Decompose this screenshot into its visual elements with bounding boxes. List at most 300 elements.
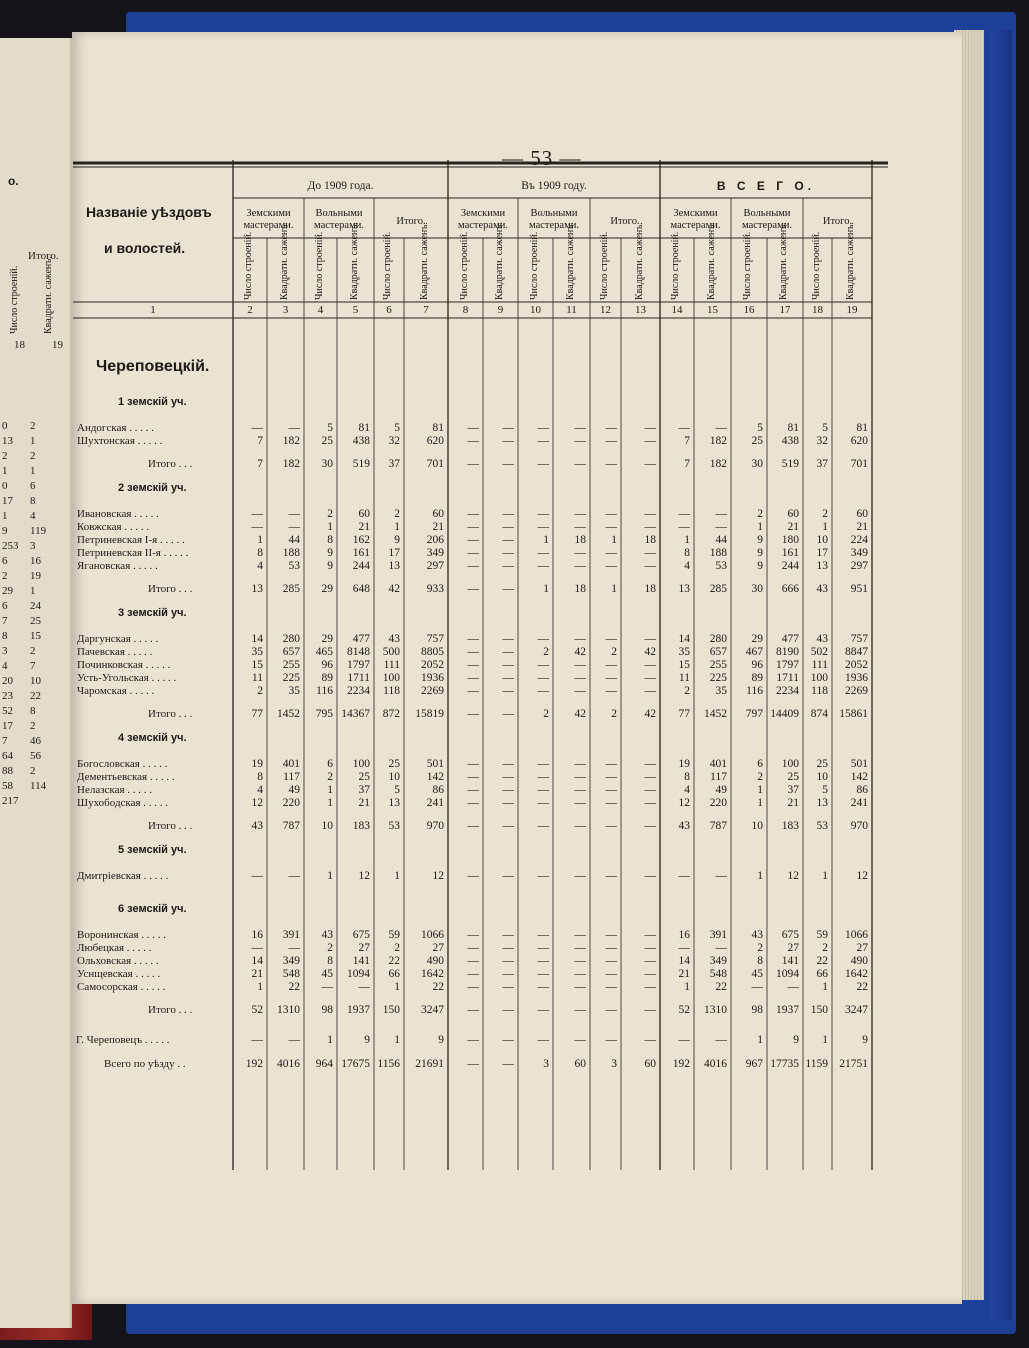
- data-row-cell: 1094: [347, 968, 370, 980]
- total-row-cell: —: [467, 708, 479, 720]
- total-row-cell: 1: [611, 583, 617, 595]
- total-row-cell: 951: [850, 583, 868, 595]
- data-row-cell: 22: [856, 981, 868, 993]
- total-row-cell: 29: [321, 583, 333, 595]
- total-row-cell: 14367: [341, 708, 370, 720]
- data-row-cell: —: [678, 521, 690, 533]
- data-row-cell: 1066: [421, 929, 444, 941]
- name-column-header: и волостей.: [104, 240, 186, 256]
- left-page-number: 29: [2, 585, 13, 597]
- data-row-cell: —: [502, 646, 514, 658]
- total-row-cell: 519: [781, 458, 799, 470]
- city-row-cell: —: [574, 1034, 586, 1046]
- total-row-cell: 18: [644, 583, 656, 595]
- data-row-cell: 118: [383, 685, 400, 697]
- total-row-cell: —: [467, 1004, 479, 1016]
- data-row-cell: —: [321, 981, 333, 993]
- data-row-cell: —: [467, 968, 479, 980]
- group-header: В С Е Г О.: [716, 179, 816, 193]
- data-row-cell: 401: [709, 758, 727, 770]
- data-row-cell: —: [605, 870, 617, 882]
- data-row-cell: 14: [251, 633, 263, 645]
- data-row-cell: 22: [432, 981, 444, 993]
- section-title: 3 земскій уч.: [118, 607, 187, 619]
- volost-name: Чаромская . . . . .: [77, 685, 155, 697]
- total-row-cell: 1310: [277, 1004, 300, 1016]
- data-row-cell: 180: [781, 534, 799, 546]
- data-row-cell: 2: [327, 771, 333, 783]
- data-row-cell: —: [574, 633, 586, 645]
- data-row-cell: 8: [257, 771, 263, 783]
- total-row-cell: 795: [315, 708, 333, 720]
- left-page-number: 7: [2, 735, 8, 747]
- data-row-cell: —: [502, 870, 514, 882]
- data-row-cell: —: [467, 534, 479, 546]
- total-row-cell: 14409: [770, 708, 799, 720]
- data-row-cell: 1642: [845, 968, 868, 980]
- data-row-cell: 86: [432, 784, 444, 796]
- volost-name: Дмитріевская . . . . .: [77, 870, 169, 882]
- left-page-number: 6: [2, 555, 8, 567]
- column-leaf-header: Квадрати. саженъ.: [633, 222, 645, 300]
- data-row-cell: 349: [426, 547, 444, 559]
- data-row-cell: —: [502, 547, 514, 559]
- data-row-cell: —: [644, 435, 656, 447]
- data-row-cell: —: [605, 508, 617, 520]
- data-row-cell: 675: [352, 929, 370, 941]
- data-row-cell: —: [644, 508, 656, 520]
- grand-total-row-cell: 1159: [805, 1058, 828, 1070]
- total-row-cell: —: [574, 820, 586, 832]
- left-page-number: 58: [2, 780, 13, 792]
- left-page-number: 2: [30, 645, 36, 657]
- total-row-cell: 182: [282, 458, 300, 470]
- data-row-cell: 100: [781, 758, 799, 770]
- data-row-cell: 391: [709, 929, 727, 941]
- data-row-cell: —: [644, 942, 656, 954]
- total-row-cell: —: [467, 458, 479, 470]
- data-row-cell: 1: [822, 521, 828, 533]
- data-row-cell: 391: [282, 929, 300, 941]
- data-row-cell: 22: [388, 955, 400, 967]
- left-page-number: 6: [2, 600, 8, 612]
- data-row-cell: 21: [856, 521, 868, 533]
- data-row-cell: 675: [781, 929, 799, 941]
- city-row-cell: —: [502, 1034, 514, 1046]
- grand-total-row-cell: 17735: [770, 1058, 799, 1070]
- data-row-cell: 8: [684, 771, 690, 783]
- column-number: 8: [462, 304, 469, 316]
- data-row-cell: —: [644, 422, 656, 434]
- data-row-cell: 9: [757, 547, 763, 559]
- data-row-cell: —: [502, 659, 514, 671]
- grand-total-row-cell: 192: [245, 1058, 263, 1070]
- data-row-cell: 29: [321, 633, 333, 645]
- volost-name: Дементьевская . . . . .: [77, 771, 175, 783]
- data-row-cell: 8: [327, 534, 333, 546]
- data-row-cell: 280: [709, 633, 727, 645]
- volost-name: Ивановская . . . . .: [77, 508, 159, 520]
- data-row-cell: —: [251, 942, 263, 954]
- column-number: 11: [566, 304, 577, 316]
- data-row-cell: 8: [327, 955, 333, 967]
- data-row-cell: 1: [394, 521, 400, 533]
- data-row-cell: 49: [288, 784, 300, 796]
- data-row-cell: 96: [751, 659, 763, 671]
- data-row-cell: —: [574, 521, 586, 533]
- data-row-cell: 35: [251, 646, 263, 658]
- left-page-number: 23: [2, 690, 13, 702]
- data-row-cell: —: [502, 685, 514, 697]
- data-row-cell: 53: [715, 560, 727, 572]
- data-row-cell: 490: [426, 955, 444, 967]
- total-row-cell: 15819: [415, 708, 444, 720]
- data-row-cell: —: [537, 560, 549, 572]
- data-row-cell: —: [537, 968, 549, 980]
- grand-total-row-cell: 60: [574, 1058, 586, 1070]
- data-row-cell: 349: [850, 547, 868, 559]
- column-leaf-header: Квадрати. саженъ.: [564, 222, 576, 300]
- data-row-cell: 9: [327, 547, 333, 559]
- column-number: 2: [247, 304, 253, 316]
- data-row-cell: 66: [388, 968, 400, 980]
- left-page-number: 119: [30, 525, 47, 537]
- data-row-cell: 8: [757, 955, 763, 967]
- total-row-cell: —: [605, 820, 617, 832]
- total-row-cell: 77: [251, 708, 263, 720]
- data-row-cell: 1094: [776, 968, 799, 980]
- data-row-cell: 1: [611, 534, 617, 546]
- data-row-cell: —: [605, 659, 617, 671]
- data-row-cell: 1936: [845, 672, 868, 684]
- total-row-cell: 1310: [704, 1004, 727, 1016]
- data-row-cell: —: [537, 955, 549, 967]
- city-row-cell: 9: [862, 1034, 868, 1046]
- subgroup-header: мастерами.: [742, 220, 792, 231]
- data-row-cell: 142: [850, 771, 868, 783]
- total-label: Итого . . .: [148, 1004, 193, 1016]
- column-number: 3: [282, 304, 289, 316]
- data-row-cell: —: [467, 784, 479, 796]
- volost-name: Любецкая . . . . .: [77, 942, 152, 954]
- data-row-cell: 18: [574, 534, 586, 546]
- data-row-cell: —: [537, 508, 549, 520]
- data-row-cell: 16: [678, 929, 690, 941]
- data-row-cell: 2: [543, 646, 549, 658]
- total-row-cell: 7: [257, 458, 263, 470]
- data-row-cell: —: [288, 870, 300, 882]
- data-row-cell: 45: [751, 968, 763, 980]
- data-row-cell: —: [251, 521, 263, 533]
- left-page-number: 56: [30, 750, 41, 762]
- grand-total-label: Всего по уѣзду . .: [104, 1058, 186, 1070]
- data-row-cell: 8805: [421, 646, 444, 658]
- data-row-cell: —: [574, 422, 586, 434]
- data-row-cell: 8190: [776, 646, 799, 658]
- subgroup-header: Вольными: [315, 208, 363, 219]
- column-number: 4: [317, 304, 324, 316]
- data-row-cell: 1: [327, 797, 333, 809]
- total-row-cell: 42: [644, 708, 656, 720]
- data-row-cell: 13: [388, 560, 400, 572]
- left-page-number: 3: [2, 645, 8, 657]
- volost-name: Шухтонская . . . . .: [77, 435, 163, 447]
- data-row-cell: —: [605, 929, 617, 941]
- volost-name: Пачевская . . . . .: [77, 646, 153, 658]
- data-row-cell: —: [288, 942, 300, 954]
- uezd-title: Череповецкій.: [96, 358, 210, 375]
- left-page-number: 2: [30, 420, 36, 432]
- data-row-cell: 1711: [776, 672, 799, 684]
- data-row-cell: —: [502, 981, 514, 993]
- group-header: Въ 1909 году.: [521, 180, 587, 192]
- total-row-cell: 10: [321, 820, 333, 832]
- total-row-cell: 77: [678, 708, 690, 720]
- volost-name: Богословская . . . . .: [77, 758, 168, 770]
- data-row-cell: 2052: [845, 659, 868, 671]
- data-row-cell: —: [574, 797, 586, 809]
- volost-name: Усть-Угольская . . . . .: [77, 672, 177, 684]
- data-row-cell: 27: [856, 942, 868, 954]
- data-row-cell: 53: [288, 560, 300, 572]
- data-row-cell: 21: [787, 797, 799, 809]
- data-row-cell: —: [605, 685, 617, 697]
- data-row-cell: 2: [684, 685, 690, 697]
- data-row-cell: —: [574, 942, 586, 954]
- data-row-cell: —: [574, 981, 586, 993]
- total-row-cell: —: [502, 583, 514, 595]
- data-row-cell: 241: [850, 797, 868, 809]
- left-page-number: 2: [30, 765, 36, 777]
- data-row-cell: 2052: [421, 659, 444, 671]
- total-row-cell: 1452: [277, 708, 300, 720]
- data-row-cell: 757: [850, 633, 868, 645]
- data-row-cell: 401: [282, 758, 300, 770]
- volost-name: Даргунская . . . . .: [77, 633, 159, 645]
- data-row-cell: 100: [382, 672, 400, 684]
- data-row-cell: 6: [327, 758, 333, 770]
- total-row-cell: 37: [816, 458, 828, 470]
- column-number: 16: [743, 304, 755, 316]
- column-leaf-header: Число строеній.: [243, 231, 254, 300]
- data-row-cell: —: [502, 633, 514, 645]
- data-row-cell: 477: [352, 633, 370, 645]
- total-row-cell: —: [644, 1004, 656, 1016]
- volost-name: Андогская . . . . .: [77, 422, 154, 434]
- data-row-cell: 60: [787, 508, 799, 520]
- data-row-cell: —: [502, 784, 514, 796]
- data-row-cell: 32: [816, 435, 828, 447]
- data-row-cell: —: [644, 547, 656, 559]
- volost-name: Починковская . . . . .: [77, 659, 171, 671]
- data-row-cell: 2: [394, 942, 400, 954]
- city-row-cell: —: [251, 1034, 263, 1046]
- data-row-cell: 14: [678, 955, 690, 967]
- column-number: 18: [812, 304, 823, 316]
- left-page-number: 16: [30, 555, 41, 567]
- data-row-cell: 2269: [421, 685, 444, 697]
- data-row-cell: 7: [257, 435, 263, 447]
- data-row-cell: —: [644, 797, 656, 809]
- data-row-cell: —: [502, 508, 514, 520]
- data-row-cell: 1: [327, 521, 333, 533]
- data-row-cell: 8: [684, 547, 690, 559]
- data-row-cell: 22: [816, 955, 828, 967]
- left-page-number: 253: [2, 540, 19, 552]
- data-row-cell: —: [537, 672, 549, 684]
- data-row-cell: 5: [394, 784, 400, 796]
- data-row-cell: 59: [816, 929, 828, 941]
- total-row-cell: —: [537, 458, 549, 470]
- total-row-cell: 787: [709, 820, 727, 832]
- data-row-cell: —: [537, 981, 549, 993]
- data-row-cell: —: [574, 659, 586, 671]
- column-leaf-header: Квадрати. саженъ.: [419, 222, 430, 300]
- total-row-cell: 519: [352, 458, 370, 470]
- city-name: Г. Череповецъ . . . . .: [76, 1034, 170, 1046]
- grand-total-row-cell: —: [502, 1058, 514, 1070]
- data-row-cell: 27: [432, 942, 444, 954]
- total-row-cell: 701: [426, 458, 444, 470]
- data-row-cell: —: [605, 672, 617, 684]
- data-row-cell: 4: [257, 560, 263, 572]
- total-row-cell: 1937: [347, 1004, 370, 1016]
- data-row-cell: 2: [327, 508, 333, 520]
- data-row-cell: 81: [432, 422, 444, 434]
- data-row-cell: —: [537, 942, 549, 954]
- data-row-cell: 220: [709, 797, 727, 809]
- data-row-cell: 27: [787, 942, 799, 954]
- data-row-cell: —: [605, 547, 617, 559]
- data-row-cell: —: [537, 771, 549, 783]
- data-row-cell: 13: [388, 797, 400, 809]
- data-row-cell: —: [605, 797, 617, 809]
- data-row-cell: 255: [282, 659, 300, 671]
- data-row-cell: 188: [282, 547, 300, 559]
- data-row-cell: —: [467, 422, 479, 434]
- data-row-cell: —: [574, 870, 586, 882]
- data-row-cell: 14: [251, 955, 263, 967]
- group-header: До 1909 года.: [307, 180, 374, 192]
- data-row-cell: 141: [352, 955, 370, 967]
- data-row-cell: 12: [856, 870, 868, 882]
- data-row-cell: 206: [426, 534, 444, 546]
- left-page-number: 7: [30, 660, 36, 672]
- volost-name: Петриневская I-я . . . . .: [77, 534, 185, 546]
- data-row-cell: —: [537, 435, 549, 447]
- volost-name: Самосорская . . . . .: [77, 981, 166, 993]
- data-row-cell: —: [467, 672, 479, 684]
- total-row-cell: 150: [810, 1004, 828, 1016]
- grand-total-row-cell: 1156: [377, 1058, 400, 1070]
- data-row-cell: 42: [644, 646, 656, 658]
- column-number: 10: [530, 304, 541, 316]
- data-row-cell: 297: [426, 560, 444, 572]
- total-row-cell: 2: [611, 708, 617, 720]
- total-row-cell: 183: [781, 820, 799, 832]
- data-row-cell: —: [605, 968, 617, 980]
- data-row-cell: 43: [321, 929, 333, 941]
- column-leaf-header: Квадрати. саженъ.: [493, 222, 505, 300]
- data-row-cell: —: [537, 633, 549, 645]
- total-row-cell: 2: [543, 708, 549, 720]
- grand-total-row-cell: 17675: [341, 1058, 370, 1070]
- total-label: Итого . . .: [148, 708, 193, 720]
- data-row-cell: —: [502, 560, 514, 572]
- column-leaf-header: Число строеній.: [382, 231, 393, 300]
- data-row-cell: 225: [282, 672, 300, 684]
- total-row-cell: —: [574, 1004, 586, 1016]
- data-row-cell: 1797: [776, 659, 799, 671]
- volost-name: Ольховская . . . . .: [77, 955, 159, 967]
- data-row-cell: —: [467, 942, 479, 954]
- data-row-cell: 44: [715, 534, 727, 546]
- subgroup-header: Земскими: [673, 208, 718, 219]
- grand-total-row-cell: 4016: [704, 1058, 727, 1070]
- city-row-cell: 9: [793, 1034, 799, 1046]
- grand-total-row-cell: 4016: [277, 1058, 300, 1070]
- data-row-cell: 10: [816, 771, 828, 783]
- section-title: 6 земскій уч.: [118, 903, 187, 915]
- data-row-cell: —: [605, 784, 617, 796]
- total-row-cell: 1452: [704, 708, 727, 720]
- subgroup-header: мастерами.: [670, 220, 721, 231]
- data-row-cell: 657: [709, 646, 727, 658]
- column-number: 19: [846, 304, 858, 316]
- column-number: 1: [150, 304, 156, 316]
- column-number: 5: [352, 304, 359, 316]
- data-row-cell: —: [502, 797, 514, 809]
- data-row-cell: 465: [315, 646, 333, 658]
- total-row-cell: 15861: [839, 708, 868, 720]
- data-row-cell: 9: [757, 560, 763, 572]
- data-row-cell: 162: [352, 534, 370, 546]
- data-row-cell: 2: [394, 508, 400, 520]
- data-row-cell: 1711: [347, 672, 370, 684]
- data-row-cell: 118: [811, 685, 828, 697]
- left-page-number: 17: [2, 495, 13, 507]
- data-row-cell: 1: [757, 784, 763, 796]
- column-leaf-header: Квадрати. саженъ.: [705, 222, 717, 300]
- section-title: 5 земскій уч.: [118, 844, 187, 856]
- data-row-cell: 5: [822, 422, 828, 434]
- data-row-cell: —: [644, 771, 656, 783]
- data-row-cell: —: [605, 758, 617, 770]
- data-row-cell: 17: [388, 547, 400, 559]
- grand-total-row-cell: 964: [315, 1058, 333, 1070]
- data-row-cell: —: [574, 685, 586, 697]
- data-row-cell: 500: [382, 646, 400, 658]
- column-leaf-header: Число строеній.: [458, 231, 470, 300]
- data-row-cell: 25: [787, 771, 799, 783]
- data-row-cell: —: [715, 508, 727, 520]
- total-row-cell: 52: [251, 1004, 263, 1016]
- left-page-number: 2: [30, 720, 36, 732]
- data-row-cell: 12: [678, 797, 690, 809]
- total-row-cell: 182: [709, 458, 727, 470]
- data-row-cell: 2: [757, 942, 763, 954]
- data-row-cell: 4: [684, 784, 690, 796]
- data-row-cell: 1: [757, 870, 763, 882]
- left-page-number: 64: [2, 750, 13, 762]
- total-row-cell: 10: [751, 820, 763, 832]
- left-header-itogo: Итого.: [28, 250, 59, 262]
- data-row-cell: 13: [816, 560, 828, 572]
- data-row-cell: —: [502, 534, 514, 546]
- data-row-cell: 117: [283, 771, 300, 783]
- data-row-cell: 43: [816, 633, 828, 645]
- total-row-cell: 43: [816, 583, 828, 595]
